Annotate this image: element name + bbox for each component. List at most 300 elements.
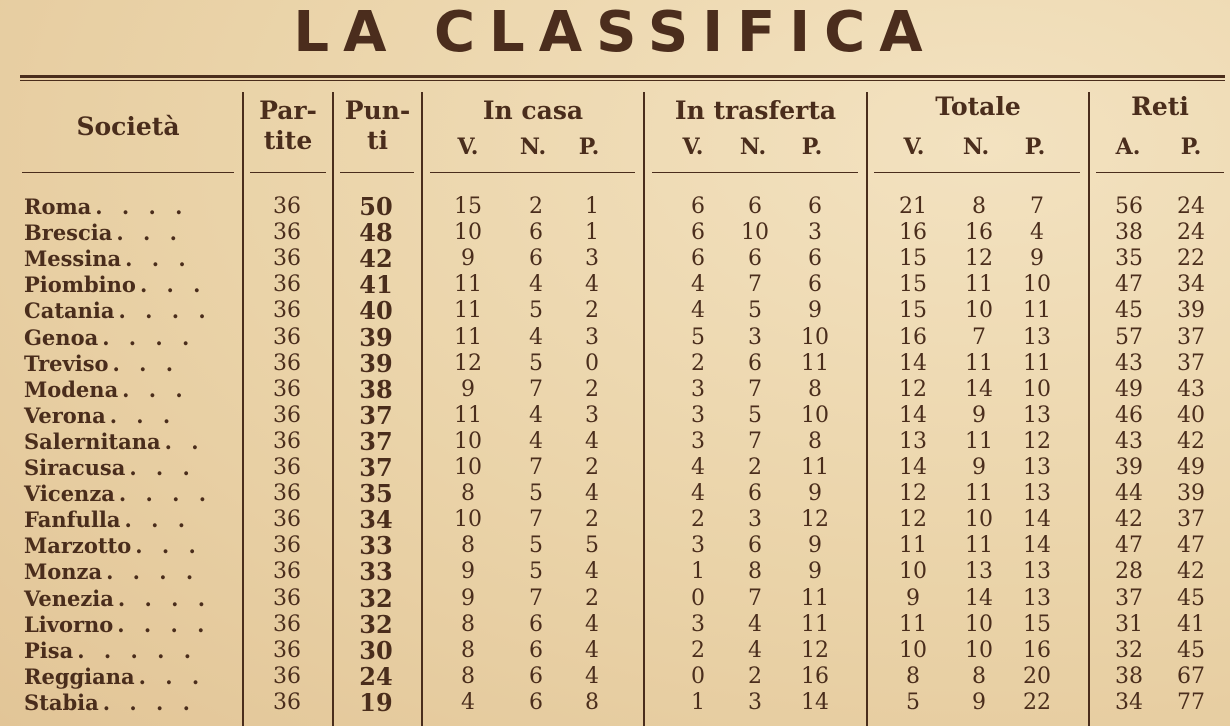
header-punti-line1: Pun- [344, 96, 411, 125]
reti-cell: 49 [1177, 455, 1205, 480]
casa-cell: 2 [585, 585, 599, 611]
casa-cell: 4 [585, 637, 599, 663]
team-name: Livorno [24, 611, 114, 637]
reti-cell: 34 [1177, 272, 1205, 298]
punti-cell: 42 [359, 244, 393, 274]
partite-cell: 36 [273, 272, 301, 298]
table-row [0, 609, 1230, 639]
punti-cell: 35 [359, 479, 393, 509]
casa-cell: 5 [529, 533, 543, 559]
title-rule-bottom [20, 80, 1225, 81]
trasferta-cell: 8 [808, 376, 822, 402]
table-row [0, 426, 1230, 456]
totale-cell: 11 [899, 533, 927, 559]
totale-cell: 10 [1023, 376, 1051, 402]
header-underline-reti [1096, 172, 1224, 173]
team-name-cell [24, 690, 196, 716]
punti-cell: 39 [359, 322, 393, 352]
leader-dots: . . . [116, 220, 183, 246]
header-in-casa: In casa [482, 96, 584, 125]
team-name: Salernitana [24, 428, 161, 454]
table-row [0, 455, 1230, 481]
table-row [0, 481, 1230, 507]
totale-cell: 11 [965, 350, 993, 376]
partite-cell: 36 [273, 481, 301, 507]
totale-cell: 7 [972, 324, 986, 350]
totale-cell: 13 [1023, 455, 1051, 480]
totale-cell: 15 [1023, 611, 1051, 637]
totale-cell: 13 [965, 559, 993, 585]
trasferta-cell: 8 [748, 559, 762, 585]
partite-cell: 36 [273, 350, 301, 376]
totale-cell: 13 [1023, 324, 1051, 350]
partite-cell: 36 [273, 663, 301, 689]
table-row [0, 635, 1230, 665]
subheader-totale-p: P. [1024, 134, 1046, 160]
table-row [0, 348, 1230, 378]
punti-cell: 33 [359, 531, 393, 561]
casa-cell: 4 [529, 402, 543, 428]
casa-cell: 5 [585, 533, 599, 559]
totale-cell: 13 [1023, 585, 1051, 611]
table-row [0, 533, 1230, 559]
totale-cell: 10 [965, 637, 993, 663]
trasferta-cell: 6 [691, 220, 705, 246]
subheader-totale-v: V. [903, 134, 925, 160]
totale-cell: 11 [965, 428, 993, 454]
team-name: Piombino [24, 272, 136, 298]
totale-cell: 21 [899, 194, 927, 219]
trasferta-cell: 8 [808, 428, 822, 454]
casa-cell: 3 [585, 246, 599, 272]
totale-cell: 11 [965, 272, 993, 298]
reti-cell: 37 [1115, 585, 1143, 611]
casa-cell: 6 [529, 611, 543, 637]
team-name-cell [24, 455, 196, 481]
casa-cell: 8 [461, 533, 475, 559]
team-name-cell [24, 429, 205, 455]
casa-cell: 8 [461, 611, 475, 637]
trasferta-cell: 3 [808, 220, 822, 246]
partite-cell: 36 [273, 611, 301, 637]
trasferta-cell: 0 [691, 585, 705, 611]
trasferta-cell: 3 [691, 402, 705, 428]
punti-cell: 32 [359, 583, 393, 613]
punti-cell: 30 [359, 635, 393, 665]
reti-cell: 43 [1177, 376, 1205, 402]
reti-cell: 37 [1177, 324, 1205, 350]
punti-cell: 37 [359, 426, 393, 456]
totale-cell: 14 [1023, 533, 1051, 559]
reti-cell: 39 [1115, 455, 1143, 480]
trasferta-cell: 7 [748, 428, 762, 454]
casa-cell: 12 [454, 350, 482, 376]
team-name-cell [24, 612, 210, 638]
partite-cell: 36 [273, 194, 301, 219]
team-name-cell [24, 559, 199, 585]
totale-cell: 10 [899, 637, 927, 663]
partite-cell: 36 [273, 298, 301, 324]
header-partite-line1: Par- [259, 96, 317, 125]
partite-cell: 36 [273, 402, 301, 428]
totale-cell: 8 [972, 194, 986, 219]
partite-cell: 36 [273, 533, 301, 559]
casa-cell: 8 [461, 663, 475, 689]
trasferta-cell: 6 [691, 194, 705, 219]
totale-cell: 10 [899, 559, 927, 585]
trasferta-cell: 2 [691, 507, 705, 533]
trasferta-cell: 2 [748, 455, 762, 480]
punti-cell: 50 [359, 192, 393, 221]
team-name: Brescia [24, 220, 113, 246]
team-name-cell [24, 298, 212, 324]
table-row [0, 194, 1230, 220]
reti-cell: 57 [1115, 324, 1143, 350]
trasferta-cell: 12 [801, 507, 829, 533]
casa-cell: 9 [461, 376, 475, 402]
totale-cell: 13 [899, 428, 927, 454]
casa-cell: 10 [454, 220, 482, 246]
team-name: Treviso [24, 350, 109, 376]
subheader-casa-v: V. [457, 134, 479, 160]
table-row [0, 220, 1230, 246]
reti-cell: 45 [1177, 637, 1205, 663]
team-name: Stabia [24, 689, 99, 715]
casa-cell: 5 [529, 298, 543, 324]
header-underline-totale [874, 172, 1080, 173]
casa-cell: 6 [529, 220, 543, 246]
reti-cell: 38 [1115, 663, 1143, 689]
casa-cell: 11 [454, 272, 482, 298]
trasferta-cell: 5 [691, 324, 705, 350]
totale-cell: 10 [965, 507, 993, 533]
casa-cell: 6 [529, 637, 543, 663]
subheader-casa-p: P. [578, 134, 600, 160]
totale-cell: 14 [965, 376, 993, 402]
punti-cell: 19 [359, 687, 393, 717]
team-name: Marzotto [24, 533, 132, 559]
leader-dots: . . . [139, 272, 207, 298]
totale-cell: 14 [1023, 507, 1051, 533]
reti-cell: 45 [1115, 298, 1143, 324]
trasferta-cell: 0 [691, 663, 705, 689]
trasferta-cell: 9 [808, 298, 822, 324]
totale-cell: 12 [899, 376, 927, 402]
leader-dots: . . . . [102, 324, 196, 350]
casa-cell: 2 [585, 298, 599, 324]
team-name: Siracusa [24, 455, 126, 480]
casa-cell: 6 [529, 663, 543, 689]
team-name-cell [24, 325, 195, 351]
reti-cell: 40 [1177, 402, 1205, 428]
team-name: Reggiana [24, 663, 135, 689]
totale-cell: 14 [899, 350, 927, 376]
casa-cell: 11 [454, 402, 482, 428]
partite-cell: 36 [273, 220, 301, 246]
team-name: Pisa [24, 637, 74, 663]
trasferta-cell: 1 [691, 689, 705, 715]
header-totale: Totale [935, 92, 1021, 121]
leader-dots: . . [164, 428, 205, 454]
totale-cell: 12 [1023, 428, 1051, 454]
partite-cell: 36 [273, 559, 301, 585]
team-name: Monza [24, 559, 103, 585]
trasferta-cell: 2 [691, 637, 705, 663]
leader-dots: . . . [125, 246, 192, 272]
partite-cell: 36 [273, 455, 301, 480]
trasferta-cell: 4 [691, 481, 705, 507]
trasferta-cell: 6 [748, 194, 762, 219]
trasferta-cell: 6 [748, 350, 762, 376]
punti-cell: 40 [359, 296, 393, 326]
partite-cell: 36 [273, 689, 301, 715]
trasferta-cell: 7 [748, 272, 762, 298]
totale-cell: 11 [1023, 350, 1051, 376]
leader-dots: . . . . [117, 611, 211, 637]
reti-cell: 77 [1177, 689, 1205, 715]
team-name: Vicenza [24, 481, 115, 507]
totale-cell: 15 [899, 272, 927, 298]
table-row [0, 507, 1230, 533]
punti-cell: 41 [359, 270, 393, 300]
team-name-cell [24, 664, 205, 690]
totale-cell: 14 [965, 585, 993, 611]
totale-cell: 7 [1030, 194, 1044, 219]
casa-cell: 0 [585, 350, 599, 376]
reti-cell: 47 [1115, 533, 1143, 559]
casa-cell: 4 [529, 272, 543, 298]
casa-cell: 9 [461, 559, 475, 585]
header-underline-trasferta [652, 172, 858, 173]
leader-dots: . . . . [117, 585, 212, 611]
header-underline-societa [22, 172, 234, 173]
trasferta-cell: 6 [748, 481, 762, 507]
totale-cell: 10 [965, 298, 993, 324]
casa-cell: 2 [529, 194, 543, 219]
totale-cell: 9 [972, 455, 986, 480]
team-name-cell [24, 194, 188, 220]
reti-cell: 38 [1115, 220, 1143, 246]
punti-cell: 48 [359, 218, 393, 248]
casa-cell: 7 [529, 455, 543, 480]
trasferta-cell: 11 [801, 455, 829, 480]
casa-cell: 6 [529, 689, 543, 715]
punti-cell: 37 [359, 400, 393, 430]
totale-cell: 11 [1023, 298, 1051, 324]
casa-cell: 4 [529, 324, 543, 350]
casa-cell: 4 [529, 428, 543, 454]
reti-cell: 31 [1115, 611, 1143, 637]
trasferta-cell: 3 [748, 689, 762, 715]
team-name-cell [24, 377, 189, 403]
totale-cell: 16 [899, 220, 927, 246]
reti-cell: 47 [1115, 272, 1143, 298]
totale-cell: 20 [1023, 663, 1051, 689]
header-underline-partite [250, 172, 326, 173]
reti-cell: 28 [1115, 559, 1143, 585]
partite-cell: 36 [273, 637, 301, 663]
casa-cell: 8 [461, 481, 475, 507]
table-row [0, 400, 1230, 430]
team-name-cell [24, 403, 176, 429]
totale-cell: 8 [972, 663, 986, 689]
casa-cell: 2 [585, 376, 599, 402]
totale-cell: 11 [965, 533, 993, 559]
team-name-cell [24, 351, 179, 377]
casa-cell: 4 [585, 611, 599, 637]
leader-dots: . . . . [118, 481, 213, 507]
title-rule-top [20, 75, 1225, 78]
trasferta-cell: 6 [748, 246, 762, 272]
casa-cell: 5 [529, 481, 543, 507]
header-punti-line2: ti [366, 126, 389, 155]
totale-cell: 12 [899, 507, 927, 533]
trasferta-cell: 16 [801, 663, 829, 689]
table-row [0, 246, 1230, 272]
casa-cell: 4 [585, 481, 599, 507]
team-name-cell [24, 507, 191, 533]
reti-cell: 45 [1177, 585, 1205, 611]
punti-cell: 33 [359, 557, 393, 587]
casa-cell: 7 [529, 507, 543, 533]
totale-cell: 14 [899, 402, 927, 428]
trasferta-cell: 7 [748, 376, 762, 402]
totale-cell: 16 [899, 324, 927, 350]
trasferta-cell: 10 [801, 402, 829, 428]
totale-cell: 12 [965, 246, 993, 272]
team-name-cell [24, 272, 207, 298]
team-name: Venezia [24, 585, 114, 611]
trasferta-cell: 4 [691, 455, 705, 480]
casa-cell: 1 [585, 220, 599, 246]
casa-cell: 6 [529, 246, 543, 272]
leader-dots: . . . [109, 402, 177, 428]
casa-cell: 11 [454, 324, 482, 350]
trasferta-cell: 3 [748, 324, 762, 350]
team-name: Modena [24, 376, 119, 402]
team-name-cell [24, 586, 211, 612]
team-name: Fanfulla [24, 507, 121, 533]
totale-cell: 10 [965, 611, 993, 637]
subheader-casa-n: N. [519, 134, 547, 160]
casa-cell: 11 [454, 298, 482, 324]
casa-cell: 9 [461, 246, 475, 272]
team-name-cell [24, 533, 202, 559]
totale-cell: 16 [1023, 637, 1051, 663]
reti-cell: 24 [1177, 194, 1205, 219]
totale-cell: 9 [972, 689, 986, 715]
casa-cell: 10 [454, 428, 482, 454]
header-partite-line2: tite [263, 126, 313, 155]
subheader-trasferta-v: V. [682, 134, 704, 160]
table-row [0, 559, 1230, 585]
leader-dots: . . . . . [77, 637, 198, 663]
trasferta-cell: 6 [808, 246, 822, 272]
reti-cell: 22 [1177, 246, 1205, 272]
reti-cell: 49 [1115, 376, 1143, 402]
casa-cell: 10 [454, 455, 482, 480]
totale-cell: 12 [899, 481, 927, 507]
header-societa: Società [76, 112, 180, 141]
trasferta-cell: 11 [801, 585, 829, 611]
trasferta-cell: 3 [691, 428, 705, 454]
team-name: Genoa [24, 324, 99, 350]
trasferta-cell: 6 [808, 194, 822, 219]
partite-cell: 36 [273, 324, 301, 350]
table-row [0, 272, 1230, 298]
header-in-trasferta: In trasferta [674, 96, 837, 125]
totale-cell: 9 [972, 402, 986, 428]
casa-cell: 1 [585, 194, 599, 219]
reti-cell: 42 [1177, 559, 1205, 585]
leader-dots: . . . [129, 455, 196, 480]
totale-cell: 15 [899, 298, 927, 324]
trasferta-cell: 9 [808, 481, 822, 507]
punti-cell: 32 [359, 609, 393, 639]
team-name-cell [24, 220, 183, 246]
subheader-reti-p: P. [1180, 134, 1202, 160]
punti-cell: 24 [359, 661, 393, 691]
casa-cell: 4 [585, 272, 599, 298]
partite-cell: 36 [273, 507, 301, 533]
leader-dots: . . . [124, 507, 192, 533]
leader-dots: . . . . [102, 689, 196, 715]
trasferta-cell: 2 [748, 663, 762, 689]
casa-cell: 4 [461, 689, 475, 715]
header-underline-casa [430, 172, 635, 173]
subheader-trasferta-p: P. [801, 134, 823, 160]
trasferta-cell: 6 [691, 246, 705, 272]
subheader-totale-n: N. [962, 134, 990, 160]
punti-cell: 34 [359, 505, 393, 535]
casa-cell: 2 [585, 507, 599, 533]
reti-cell: 34 [1115, 689, 1143, 715]
totale-cell: 10 [1023, 272, 1051, 298]
casa-cell: 5 [529, 350, 543, 376]
trasferta-cell: 1 [691, 559, 705, 585]
totale-cell: 16 [965, 220, 993, 246]
casa-cell: 3 [585, 402, 599, 428]
table-row [0, 583, 1230, 613]
reti-cell: 32 [1115, 637, 1143, 663]
reti-cell: 35 [1115, 246, 1143, 272]
casa-cell: 7 [529, 376, 543, 402]
casa-cell: 4 [585, 663, 599, 689]
trasferta-cell: 2 [691, 350, 705, 376]
leader-dots: . . . . [95, 194, 189, 219]
trasferta-cell: 7 [748, 585, 762, 611]
header-underline-punti [340, 172, 414, 173]
totale-cell: 11 [965, 481, 993, 507]
casa-cell: 8 [461, 637, 475, 663]
reti-cell: 42 [1115, 507, 1143, 533]
leader-dots: . . . . [118, 298, 212, 324]
leader-dots: . . . [122, 376, 189, 402]
trasferta-cell: 11 [801, 611, 829, 637]
totale-cell: 9 [1030, 246, 1044, 272]
table-row [0, 298, 1230, 324]
trasferta-cell: 4 [748, 611, 762, 637]
table-row [0, 374, 1230, 404]
trasferta-cell: 3 [691, 533, 705, 559]
table-row [0, 322, 1230, 352]
subheader-reti-a: A. [1115, 134, 1141, 160]
casa-cell: 3 [585, 324, 599, 350]
trasferta-cell: 4 [691, 298, 705, 324]
team-name-cell [24, 481, 212, 507]
team-name-cell [24, 638, 197, 664]
punti-cell: 39 [359, 348, 393, 378]
